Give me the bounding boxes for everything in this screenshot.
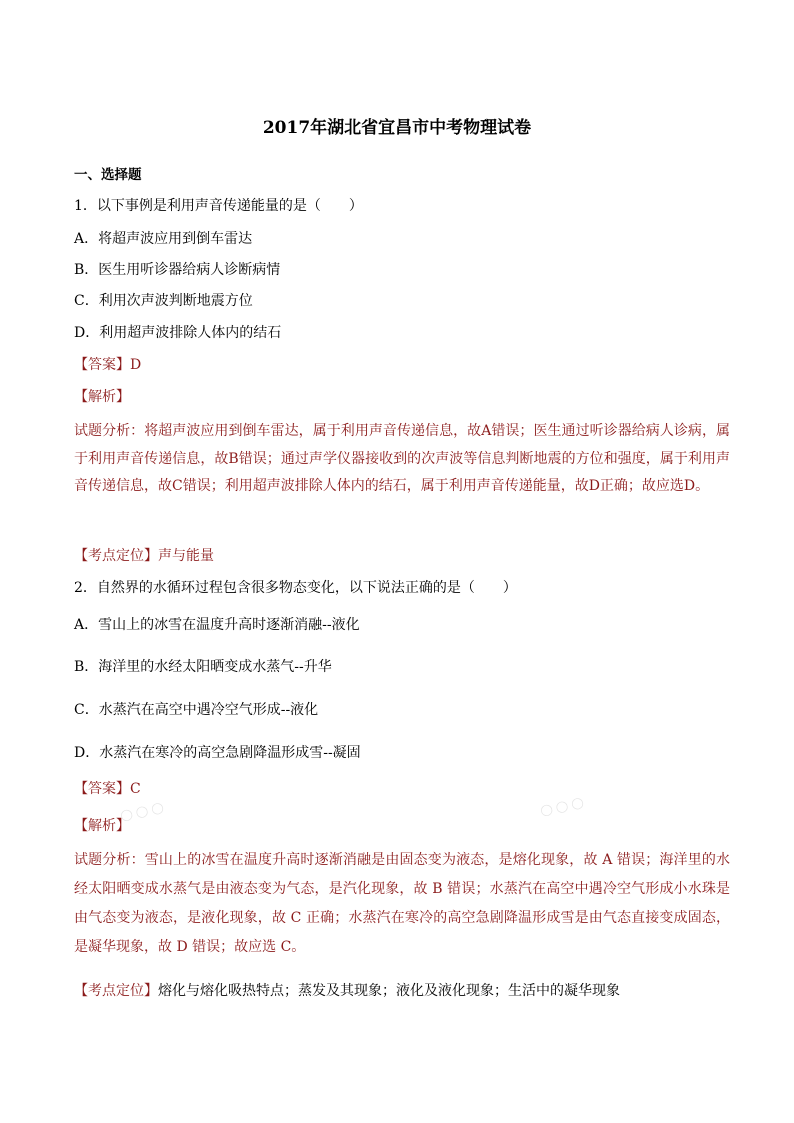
question-2-analysis-label: 【解析】 [74, 818, 130, 834]
question-2-knowledge-point [74, 981, 620, 1001]
question-2-stem: 2．自然界的水循环过程包含很多物态变化，以下说法正确的是（ ） [74, 580, 517, 596]
question-2-option-d: D．水蒸汽在寒冷的高空急剧降温形成雪--凝固 [74, 745, 361, 761]
answer-label: 【答案】 [74, 781, 130, 797]
question-1-option-a: A．将超声波应用到倒车雷达 [74, 231, 253, 247]
question-1-analysis-text: 试题分析：将超声波应用到倒车雷达，属于利用声音传递信息，故A错误；医生通过听诊器给病人诊病，属于利用声音传递信息，故B错误；通过声学仪器接收到的次声波等信息判断地震的方位和强度，属于利用声音传递信息，故C错误；利用超声波排除人体内的结石，属于利用声音传递能量，故D正确；故应选D。 [74, 423, 730, 494]
page-title: 2017年湖北省宜昌市中考物理试卷 [262, 118, 532, 138]
question-2-option-a: A．雪山上的冰雪在温度升高时逐渐消融--液化 [74, 617, 360, 633]
question-1-knowledge-point [74, 546, 214, 566]
watermark-graphic: ◯ ◯ ◯ [119, 800, 165, 823]
answer-value: D [130, 357, 142, 373]
question-1-option-d: D．利用超声波排除人体内的结石 [74, 325, 282, 341]
knowledge-point-label: 【考点定位】 [74, 983, 158, 999]
question-2-answer [74, 779, 141, 799]
question-2-option-b: B．海洋里的水经太阳晒变成水蒸气--升华 [74, 659, 332, 675]
knowledge-point-value: 熔化与熔化吸热特点；蒸发及其现象；液化及液化现象；生活中的凝华现象 [158, 983, 620, 999]
knowledge-point-value: 声与能量 [158, 548, 214, 564]
answer-value: C [130, 781, 141, 797]
question-2-option-c: C．水蒸汽在高空中遇冷空气形成--液化 [74, 702, 319, 718]
question-1-option-b: B．医生用听诊器给病人诊断病情 [74, 262, 281, 278]
question-1-analysis-label: 【解析】 [74, 389, 130, 405]
knowledge-point-label: 【考点定位】 [74, 548, 158, 564]
question-1-stem: 1．以下事例是利用声音传递能量的是（ ） [74, 198, 363, 214]
question-1-option-c: C．利用次声波判断地震方位 [74, 293, 253, 309]
section-heading: 一、选择题 [74, 167, 142, 183]
answer-label: 【答案】 [74, 357, 130, 373]
watermark-graphic: ◯ ◯ ◯ [539, 795, 585, 818]
question-2-analysis-text: 试题分析：雪山上的冰雪在温度升高时逐渐消融是由固态变为液态，是熔化现象，故 A 错误；海洋里的水经太阳晒变成水蒸气是由液态变为气态，是汽化现象，故 B 错误；水蒸汽在高空中遇冷空气形成小水珠是由气态变为液态，是液化现象，故 C 正确；水蒸汽在寒冷的高空急剧降温形成雪是由气态直接变成固态，是凝华现象，故 D 错误；故应选 C。 [74, 852, 730, 955]
question-1-answer [74, 355, 141, 375]
